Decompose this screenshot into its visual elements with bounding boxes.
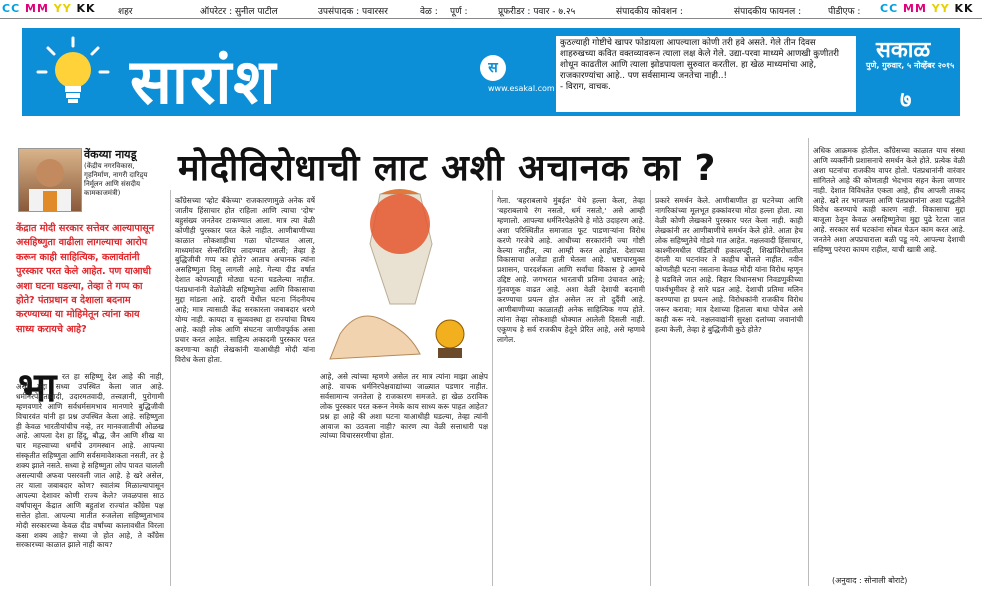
color-bar-left (2, 2, 96, 15)
color-y: YY (931, 2, 950, 15)
meta-subeditor: उपसंपादक : पवारसर (318, 7, 388, 17)
article-column-1: रत हा सहिष्णू देश आहे की नाही, असा मुद्दा सध्या उपस्थित केला जात आहे. धर्मनिरपेक्षतावादी, उदारमतवादी, तत्त्वज्ञानी, पुरोगामी म्हणवणारे आणि सर्वधर्मसमभाव मानणारे बुद्धिजीवी विचारवंत यांनी हा प्रश्न उपस्थित केला आहे. सहिष्णुता ही केवळ भारतीयांचीच नव्हे, तर मानवजातीची ओळख आहे. आपला देश हा हिंदू, बौद्ध, जैन आणि शीख या चार महत्त्वाच्या धर्मांचे उगमस्थान आहे. आपल्या संस्कृतीत सहिष्णुता आणि सर्वसमावेशकता नसती, तर हे शक्य झाले नसते. सध्या हे सहिष्णुता लोप पावत चालली असल्याची अफवा पसरवली जात आहे. हे खरे असेल, तर याला जबाबदार कोण? स्वातंत्र्य मिळाल्यापासून आपल्या देशावर कोणी राज्य केले? जवळपास साठ वर्षांपासून केंद्रात आणि बहुतांश राज्यांत काँग्रेस पक्ष सत्तेत होता. आपल्या मातीत रुजलेला सहिष्णुताभाव मोदी सरकारच्या केवळ दीड वर्षांच्या कालावधीत विरला कसा शक्य आहे? सध्या जे होत आहे, ते काँग्रेस सरकारच्या काळात झाले नाही काय? (16, 372, 164, 550)
article-column-6: अधिक आक्रमक होतील. काँग्रेसच्या काळात याच संस्था आणि व्यक्तींनी प्रशासनाचे समर्थन केले होते. प्रत्येक वेळी अशा घटनांचा राजकीय वापर होतो. पंतप्रधानांनी वारंवार सांगितले आहे की कोणताही भेदभाव सहन केला जाणार नाही. देशात विविधतेत एकता आहे, हीच आपली ताकद आहे. खरे तर भाजपला आणि पंतप्रधानांना अशा पद्धतीने विरोध करण्याचे काही कारण नाही. विकासाचा मुद्दा बाजूला ठेवून केवळ असहिष्णुतेचा मुद्दा पुढे रेटला जात आहे. सरकार सर्व घटकांना सोबत घेऊन काम करत आहे. जनतेने अशा अपप्रचाराला बळी पडू नये. आपल्या देशाची सहिष्णु परंपरा कायम राहील, याची खात्री आहे. (813, 146, 965, 255)
author-role: (केंद्रीय नगरविकास, गृहनिर्माण, नागरी दारिद्र्य निर्मूलन आणि संसदीय कामकाजमंत्री) (84, 162, 148, 197)
meta-pdf: पीडीएफ : (828, 7, 861, 17)
column-rule (170, 190, 171, 586)
article-deck: केंद्रात मोदी सरकार सत्तेवर आल्यापासून असहिष्णुता वाढीला लागल्याचा आरोप करून काही साहित्यिक, कलावंतांनी पुरस्कार परत केले आहेत. पण याआधी अशा घटना घडल्या, तेव्हा ते गप्प का होते? पंतप्रधान व देशाला बदनाम करण्याच्या या मोहिमेतून त्यांना काय साध्य करायचे आहे? (16, 223, 155, 335)
meta-editor2: संपादकीय फायनल : (734, 7, 802, 17)
meta-time: वेळ : (420, 7, 438, 17)
color-y: YY (53, 2, 72, 15)
color-c: CC (2, 2, 21, 15)
color-k: KK (954, 2, 974, 15)
color-c: CC (880, 2, 899, 15)
section-title: सारांश (130, 45, 278, 118)
newspaper-brand: सकाळ (876, 38, 931, 63)
headline: मोदीविरोधाची लाट अशी अचानक का ? (178, 148, 717, 189)
column-rule (808, 138, 809, 586)
issue-date: पुणे, गुरुवार, ५ नोव्हेंबर २०१५ (866, 61, 955, 70)
article-column-4: गेला. 'बहराबलाचे मुंबईत' येथे हल्ला केला, तेव्हा 'बहराबलाचे रंग नसतो, धर्म नसतो,' असे आम्ही म्हणालो. आपल्या धर्मनिरपेक्षतेचे हे मोठे उदाहरण आहे. अशा परिस्थितीत समाजात फूट पाडणाऱ्यांना विरोध करणे गरजेचे आहे. आधीच्या सरकारांनी ज्या गोष्टी केल्या नाहीत, त्या आम्ही करत आहोत. देशाच्या विकासाचा अजेंडा हाती घेतला आहे. भ्रष्टाचारमुक्त प्रशासन, पारदर्शकता आणि सर्वांचा विकास हे आमचे उद्दिष्ट आहे. जगभरात भारताची प्रतिमा उंचावत आहे; गुंतवणूक वाढत आहे. अशा वेळी देशाची बदनामी करण्याचा प्रयत्न होत असेल तर तो दुर्दैवी आहे. आणीबाणीच्या काळातही अनेक साहित्यिक गप्प होते. त्यांना तेव्हा लोकशाही धोक्यात आलेली दिसली नाही. एकूणच हे सर्व राजकीय हेतूने प्रेरित आहे, असे म्हणावे लागेल. (497, 196, 645, 344)
color-m: MM (25, 2, 49, 15)
article-column-3: आहे, असे त्यांच्या म्हणणे असेल तर मात्र त्यांना माझा आक्षेप आहे. वाचक धर्मनिरपेक्षवाद्यांच्या जाळ्यात पडणार नाहीत. सर्वसामान्य जनतेला हे राजकारण समजते. हा खेळ ठराविक लोक पुरस्कार परत करून नेमके काय साध्य करू पाहत आहेत? प्रश्न हा आहे की अशा घटना याआधीही घडल्या, तेव्हा त्यांनी आवाज का उठवला नाही? कारण त्या वेळी सत्ताधारी पक्ष त्यांच्या विचारसरणीचा होता. (320, 372, 488, 441)
top-strip (0, 0, 982, 19)
page-number: ७ (900, 88, 912, 113)
color-k: KK (76, 2, 96, 15)
translation-credit: (अनुवाद : सोनाली बोराटे) (832, 576, 908, 585)
author-name: वेंकय्या नायडू (84, 148, 137, 161)
article-column-5: प्रकारे समर्थन केले. आणीबाणीत हा घटनेच्या आणि नागरिकांच्या मूलभूत हक्कांवरचा मोठा हल्ला होता. त्या वेळी कोणी लेखकाने पुरस्कार परत केला नाही. काही लेखकांनी तर आणीबाणीचे समर्थन केले होते. आता हेच लोक सहिष्णुतेचे गोडवे गात आहेत. नक्षलवादी हिंसाचार, काश्मीरमधील पंडितांची हकालपट्टी, शिखांविरोधातील दंगली या घटनांवर ते काहीच बोलले नाहीत. नवीन कोणतीही घटना नसताना केवळ मोदी यांना विरोध म्हणून हे घडविले जात आहे. बिहार विधानसभा निवडणुकीच्या पार्श्वभूमीवर हे सारे घडत आहे. देशाची प्रतिमा मलिन करण्याचा हा प्रयत्न आहे. विरोधकांनी राजकीय विरोध जरूर करावा; मात्र देशाच्या हिताला बाधा पोचेल असे काही करू नये. नक्षलवाद्यांनी सुरक्षा दलांच्या जवानांची हत्या केली, तेव्हा हे बुद्धिजीवी कुठे होते? (655, 196, 803, 334)
column-rule (650, 190, 651, 586)
color-bar-right (880, 2, 974, 15)
drop-cap: भा (18, 365, 57, 411)
color-m: MM (903, 2, 927, 15)
bulb-icon (30, 34, 116, 110)
reader-quote (560, 38, 852, 93)
meta-proof: प्रूफरीडर : पवार - ७.२५ (498, 7, 576, 17)
quote-author: - विराग, वाचक. (560, 82, 611, 92)
illustration (320, 184, 485, 369)
meta-full: पूर्ण : (450, 7, 468, 17)
article-column-2: काँग्रेसच्या 'व्होट बँकेच्या' राजकारणामुळे अनेक वर्षे जातीय हिंसाचार होत राहिला आणि त्याचा 'दोष' बहुसंख्य जनतेवर टाकण्यात आला. मात्र त्या वेळी कोणीही पुरस्कार परत केले नाहीत. आणीबाणीच्या काळात लोकशाहीचा गळा घोटण्यात आला, माध्यमांवर सेन्सॉरशिप लादण्यात आली; तेव्हा हे बुद्धिजीवी गप्प का होते? आताच अचानक त्यांना असहिष्णुता दिसू लागली आहे. गेल्या दीड वर्षात देशात कोणत्याही मोठ्या घटना घडलेल्या नाहीत. पंतप्रधानांनी वेळोवेळी सहिष्णुतेचा आणि विकासाचा मुद्दा मांडला आहे. दादरी येथील घटना निंदनीयच आहे; मात्र त्यासाठी केंद्र सरकारला जबाबदार धरणे योग्य नाही. कायदा व सुव्यवस्था हा राज्यांचा विषय आहे. काही लोक आणि संघटना जाणीवपूर्वक असा प्रचार करत आहेत. साहित्य अकादमी पुरस्कार परत करणाऱ्या काही लेखकांनी याआधीही मोदी यांना विरोध केला होता. (175, 196, 315, 364)
esakal-link[interactable]: www.esakal.com (488, 84, 555, 93)
column-rule (492, 190, 493, 586)
quote-text: कुठल्याही गोष्टीचे खापर फोडायला आपल्याला कोणी तरी हवे असते. गेले तीन दिवस शाहरुखच्या कवित वक्तव्यावरून त्याला लक्ष केले गेले. उद्या-परवा माध्यमे आणखी कुणीतरी शोधून काढतील आणि त्याला झोडपायला सुरुवात करतील. हा खेळ माध्यमांचा आहे, राजकारण्यांचा आहे.. पण सर्वसामान्य जनतेचा नाही..! (560, 38, 839, 81)
meta-editor1: संपादकीय कोवशन : (616, 7, 683, 17)
meta-city: शहर (118, 7, 133, 17)
author-photo (18, 148, 82, 212)
meta-operator: ऑपरेटर : सुनील पाटील (200, 7, 278, 17)
esakal-logo-icon[interactable]: स (480, 55, 506, 81)
